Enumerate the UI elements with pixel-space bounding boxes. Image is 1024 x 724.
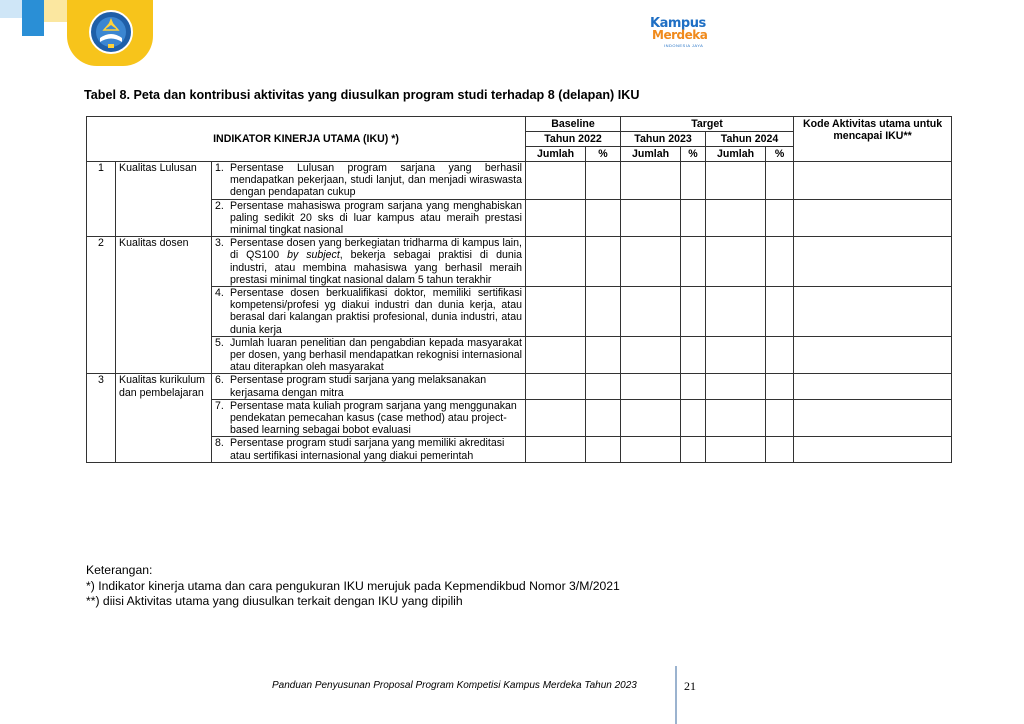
footer-text: Panduan Penyusunan Proposal Program Kompetisi Kampus Merdeka Tahun 2023 (272, 680, 637, 691)
input-cell[interactable] (766, 237, 794, 287)
input-cell[interactable] (794, 374, 952, 399)
input-cell[interactable] (706, 336, 766, 374)
indicator-text: Persentase mahasiswa program sarjana yang menghabiskan paling sedikit 20 sks di luar kampus atau meraih prestasi minimal tingkat nasional (230, 199, 522, 237)
indicator-number: 3. (215, 237, 224, 250)
header-year-2023: Tahun 2023 (621, 132, 706, 147)
input-cell[interactable] (586, 199, 621, 237)
indicator-cell (212, 399, 526, 437)
header-row-1 (87, 117, 952, 132)
corner-decoration-light (0, 0, 22, 18)
indicator-cell (212, 336, 526, 374)
indicator-text-part: Persentase dosen yang berkegiatan tridharma di kampus lain, di QS100 (230, 237, 522, 262)
header-pct-2022: % (586, 147, 621, 162)
notes-line-1: *) Indikator kinerja utama dan cara pengukuran IKU merujuk pada Kepmendikbud Nomor 3/M/2021 (86, 578, 620, 593)
group-number: 2 (87, 237, 116, 374)
iku-table (86, 116, 952, 463)
input-cell[interactable] (794, 336, 952, 374)
indicator-number: 2. (215, 199, 224, 212)
input-cell[interactable] (621, 287, 681, 337)
header-pct-2023: % (681, 147, 706, 162)
ministry-emblem-icon (89, 8, 133, 56)
input-cell[interactable] (621, 162, 681, 200)
input-cell[interactable] (586, 399, 621, 437)
header-logo-tab (67, 0, 153, 66)
input-cell[interactable] (766, 287, 794, 337)
input-cell[interactable] (526, 374, 586, 399)
indicator-number: 4. (215, 287, 224, 300)
corner-decoration-blue (22, 0, 44, 36)
input-cell[interactable] (526, 199, 586, 237)
logo-line-merdeka: Merdeka (652, 28, 708, 42)
input-cell[interactable] (681, 162, 706, 200)
logo-line-kampus: Kampus (650, 16, 706, 31)
input-cell[interactable] (621, 437, 681, 462)
input-cell[interactable] (766, 437, 794, 462)
indicator-number: 5. (215, 336, 224, 349)
input-cell[interactable] (681, 287, 706, 337)
input-cell[interactable] (706, 374, 766, 399)
input-cell[interactable] (621, 336, 681, 374)
header-kode-aktivitas: Kode Aktivitas utama untuk mencapai IKU** (794, 117, 952, 162)
input-cell[interactable] (526, 336, 586, 374)
input-cell[interactable] (706, 199, 766, 237)
indicator-cell (212, 287, 526, 337)
input-cell[interactable] (766, 199, 794, 237)
input-cell[interactable] (794, 162, 952, 200)
input-cell[interactable] (526, 437, 586, 462)
header-jumlah-2023: Jumlah (621, 147, 681, 162)
input-cell[interactable] (706, 237, 766, 287)
input-cell[interactable] (621, 199, 681, 237)
table-row (87, 287, 952, 337)
input-cell[interactable] (526, 162, 586, 200)
table-row (87, 162, 952, 200)
header-year-2024: Tahun 2024 (706, 132, 794, 147)
header-pct-2024: % (766, 147, 794, 162)
input-cell[interactable] (526, 287, 586, 337)
input-cell[interactable] (706, 162, 766, 200)
input-cell[interactable] (526, 237, 586, 287)
indicator-cell (212, 199, 526, 237)
input-cell[interactable] (681, 336, 706, 374)
input-cell[interactable] (706, 437, 766, 462)
indicator-cell (212, 162, 526, 200)
input-cell[interactable] (586, 437, 621, 462)
input-cell[interactable] (706, 287, 766, 337)
input-cell[interactable] (586, 237, 621, 287)
indicator-number: 8. (215, 437, 224, 450)
table-title: Tabel 8. Peta dan kontribusi aktivitas yang diusulkan program studi terhadap 8 (delapan) IKU (84, 88, 640, 102)
table-row (87, 199, 952, 237)
corner-decoration-yellow (44, 0, 68, 22)
indicator-cell (212, 374, 526, 399)
table-row (87, 374, 952, 399)
group-category: Kualitas dosen (116, 237, 212, 374)
notes-section (86, 563, 620, 610)
indicator-text-italic: by subject (287, 249, 340, 262)
input-cell[interactable] (586, 374, 621, 399)
input-cell[interactable] (794, 237, 952, 287)
header-jumlah-2022: Jumlah (526, 147, 586, 162)
indicator-text-part: , bekerja sebagai praktisi di dunia industri, atau membina mahasiswa yang berhasil meraih prestasi minimal tingkat nasional dalam 5 tahun terakhir (230, 249, 522, 286)
page-number: 21 (684, 679, 696, 693)
footer-divider (675, 666, 677, 724)
indicator-number: 6. (215, 374, 224, 387)
indicator-text: Persentase program studi sarjana yang memiliki akreditasi atau sertifikasi internasional yang diakui pemerintah (230, 437, 505, 462)
group-category: Kualitas Lulusan (116, 162, 212, 237)
indicator-text: Persentase mata kuliah program sarjana yang menggunakan pendekatan pemecahan kasus (case method) atau project-based learning sebagai bobot evaluasi (230, 399, 517, 437)
indicator-text: Jumlah luaran penelitian dan pengabdian kepada masyarakat per dosen, yang berhasil mendapatkan rekognisi internasional atau diterapkan oleh masyarakat (230, 336, 522, 374)
input-cell[interactable] (621, 399, 681, 437)
input-cell[interactable] (794, 287, 952, 337)
input-cell[interactable] (766, 374, 794, 399)
input-cell[interactable] (681, 399, 706, 437)
input-cell[interactable] (766, 162, 794, 200)
logo-line-tagline: INDONESIA JAYA (664, 43, 704, 48)
input-cell[interactable] (621, 237, 681, 287)
notes-heading: Keterangan: (86, 563, 153, 577)
indicator-cell (212, 437, 526, 462)
input-cell[interactable] (794, 399, 952, 437)
input-cell[interactable] (681, 199, 706, 237)
group-category: Kualitas kurikulum dan pembelajaran (116, 374, 212, 462)
input-cell[interactable] (526, 399, 586, 437)
input-cell[interactable] (586, 336, 621, 374)
table-row (87, 399, 952, 437)
indicator-number: 7. (215, 399, 224, 412)
indicator-text (230, 237, 522, 286)
indicator-text: Persentase Lulusan program sarjana yang berhasil mendapatkan pekerjaan, studi lanjut, dan menjadi wiraswasta dengan pendapatan cukup (230, 162, 522, 199)
input-cell[interactable] (681, 237, 706, 287)
input-cell[interactable] (681, 374, 706, 399)
input-cell[interactable] (681, 437, 706, 462)
header-baseline: Baseline (526, 117, 621, 132)
input-cell[interactable] (621, 374, 681, 399)
indicator-text: Persentase dosen berkualifikasi doktor, memiliki sertifikasi kompetensi/profesi yg diakui industri dan dunia kerja, atau berasal dari kalangan praktisi profesional, dunia industri, atau dunia kerja (230, 287, 522, 336)
header-target: Target (621, 117, 794, 132)
kampus-merdeka-logo (650, 16, 720, 50)
input-cell[interactable] (586, 162, 621, 200)
indicator-number: 1. (215, 162, 224, 174)
table-row (87, 336, 952, 374)
group-number: 1 (87, 162, 116, 237)
input-cell[interactable] (706, 399, 766, 437)
notes-line-2: **) diisi Aktivitas utama yang diusulkan terkait dengan IKU yang dipilih (86, 594, 463, 608)
input-cell[interactable] (794, 199, 952, 237)
table-row (87, 237, 952, 287)
header-jumlah-2024: Jumlah (706, 147, 766, 162)
input-cell[interactable] (794, 437, 952, 462)
indicator-cell (212, 237, 526, 287)
table-row (87, 437, 952, 462)
input-cell[interactable] (766, 399, 794, 437)
group-number: 3 (87, 374, 116, 462)
header-baseline-year: Tahun 2022 (526, 132, 621, 147)
indicator-text: Persentase program studi sarjana yang melaksanakan kerjasama dengan mitra (230, 374, 487, 399)
input-cell[interactable] (586, 287, 621, 337)
header-iku: INDIKATOR KINERJA UTAMA (IKU) *) (87, 117, 526, 162)
input-cell[interactable] (766, 336, 794, 374)
